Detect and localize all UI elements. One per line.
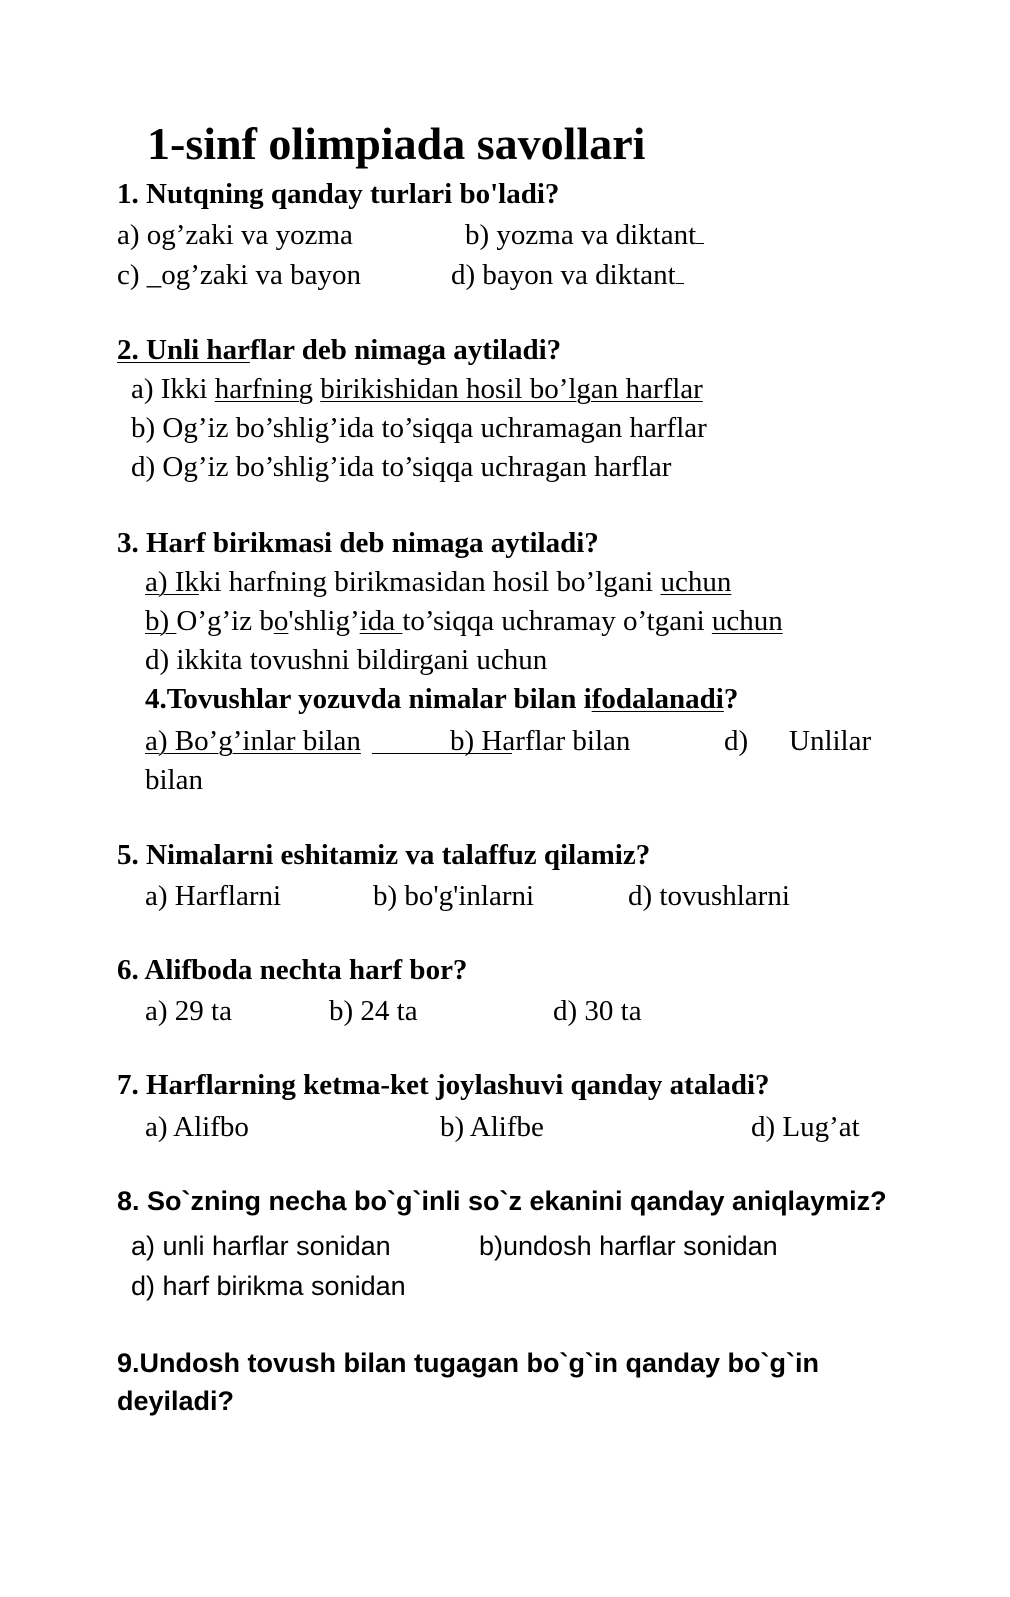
question-3: 3. Harf birikmasi deb nimaga aytiladi?	[117, 527, 599, 559]
q4-option-a: a) Bo’g’inlar bilan	[145, 725, 361, 757]
q6-option-b: b) 24 ta	[329, 995, 418, 1027]
q1-option-b: b) yozma va diktant	[465, 219, 704, 252]
q5-option-a: a) Harflarni	[145, 880, 282, 912]
q5-option-d: d) tovushlarni	[628, 880, 790, 912]
q4-option-b: b) Harflar bilan	[450, 725, 631, 757]
q3-option-d: d) ikkita tovushni bildirgani uchun	[145, 644, 548, 676]
question-8: 8. So`zning necha bo`g`inli so`z ekanini qanday aniqlaymiz?	[117, 1186, 887, 1216]
question-1: 1. Nutqning qanday turlari bo'ladi?	[117, 178, 560, 210]
q2-option-d: d) Og’iz bo’shlig’ida to’siqqa uchragan harflar	[131, 451, 672, 483]
q4-option-d-text: Unlilar	[789, 725, 872, 757]
question-6: 6. Alifboda nechta harf bor?	[117, 954, 468, 986]
question-9-line-1: 9.Undosh tovush bilan tugagan bo`g`in qanday bo`g`in	[117, 1348, 819, 1378]
q4-option-d-label: d)	[724, 725, 749, 757]
q1-option-c: c) _og’zaki va bayon	[117, 259, 361, 291]
q2-option-b: b) Og’iz bo’shlig’ida to’siqqa uchramagan harflar	[131, 412, 707, 444]
question-2: 2. Unli harflar deb nimaga aytiladi?	[117, 334, 562, 366]
q5-option-b: b) bo'g'inlarni	[373, 880, 535, 912]
q8-option-a: a) unli harflar sonidan	[131, 1231, 391, 1261]
q3-option-a: a) Ikki harfning birikmasidan hosil bo’lgani uchun	[145, 566, 732, 598]
q2-option-a: a) Ikki harfning birikishidan hosil bo’lgan harflar	[131, 373, 703, 405]
q8-option-b: b)undosh harflar sonidan	[479, 1231, 778, 1261]
q4-option-d-continued: bilan	[145, 764, 203, 796]
q1-option-d: d) bayon va diktant	[451, 259, 684, 292]
q6-option-d: d) 30 ta	[553, 995, 642, 1027]
question-4: 4.Tovushlar yozuvda nimalar bilan ifodalanadi?	[145, 683, 739, 715]
q3-option-b: b) O’g’iz bo'shlig’ida to’siqqa uchramay o’tgani uchun	[145, 605, 783, 637]
q8-option-d: d) harf birikma sonidan	[131, 1271, 406, 1301]
question-5: 5. Nimalarni eshitamiz va talaffuz qilamiz?	[117, 839, 651, 871]
q7-option-d: d) Lug’at	[751, 1111, 860, 1143]
page-title: 1-sinf olimpiada savollari	[147, 118, 646, 169]
q6-option-a: a) 29 ta	[145, 995, 232, 1027]
question-7: 7. Harflarning ketma-ket joylashuvi qanday ataladi?	[117, 1069, 770, 1101]
q7-option-b: b) Alifbe	[440, 1111, 544, 1143]
q1-option-a: a) og’zaki va yozma	[117, 219, 353, 251]
question-9-line-2: deyiladi?	[117, 1386, 235, 1416]
q7-option-a: a) Alifbo	[145, 1111, 249, 1143]
